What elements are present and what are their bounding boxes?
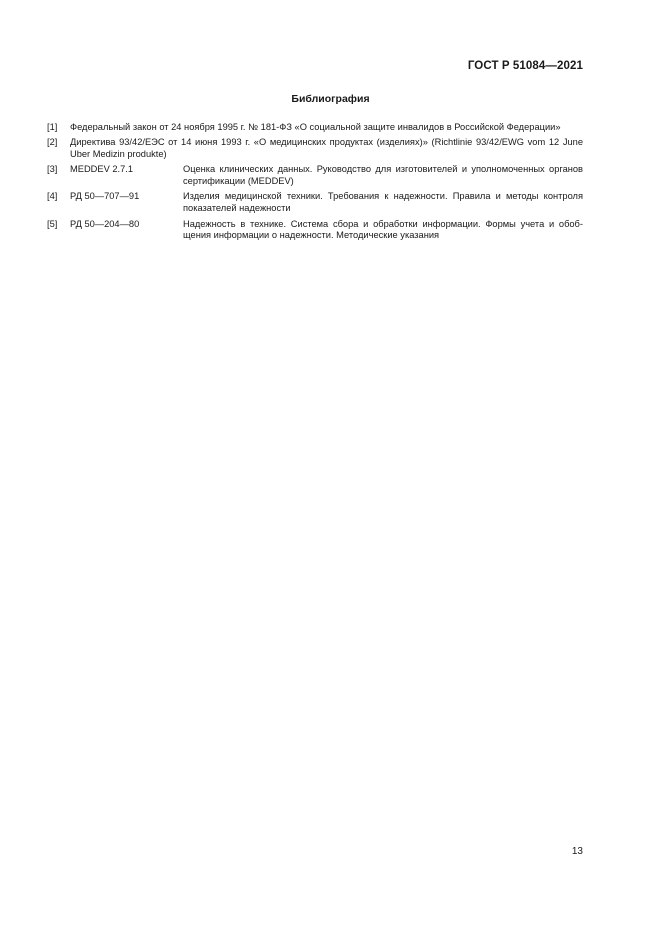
entry-number: [1] [47, 122, 58, 132]
entry-designation: РД 50—204—80 [70, 218, 140, 229]
bibliography-list [47, 122, 583, 246]
page-number: 13 [571, 846, 583, 857]
entry-text: Федеральный закон от 24 ноября 1995 г. № 181-ФЗ «О социальной защите инвалидов в Российской Федерации» [70, 122, 561, 132]
bibliography-title: Библиография [291, 93, 370, 105]
entry-title: Изделия медицинской техники. Требования к надежности. Правила и методы контроля показателей надежности [183, 191, 583, 214]
entry-designation: РД 50—707—91 [70, 191, 140, 202]
entry-body [70, 219, 583, 243]
entry-body [70, 191, 583, 215]
entry-number: [3] [47, 164, 58, 175]
entry-number: [4] [47, 191, 58, 202]
entry-number: [5] [47, 218, 58, 229]
entry-body [70, 164, 583, 188]
entry-text: Директива 93/42/ЕЭС от 14 июня 1993 г. «О медицинских продуктах (изделиях)» (Richtlinie 93/42/EWG vom 12 June Uber Medizin produkte) [70, 137, 583, 160]
bibliography-entry-2 [47, 137, 583, 161]
bibliography-entry-4 [47, 191, 583, 215]
bibliography-entry-3 [47, 164, 583, 188]
entry-title: Надежность в технике. Система сбора и обработки информации. Формы учета и обобщения информации о надежности. Методические указания [183, 218, 583, 241]
document-code: ГОСТ Р 51084—2021 [467, 60, 583, 72]
entry-designation: MEDDEV 2.7.1 [70, 164, 134, 175]
bibliography-entry-5 [47, 219, 583, 243]
bibliography-entry-1 [47, 122, 583, 134]
entry-title: Оценка клинических данных. Руководство для изготовителей и уполномоченных органов сертификации (MEDDEV) [183, 164, 583, 187]
entry-number: [2] [47, 137, 58, 148]
